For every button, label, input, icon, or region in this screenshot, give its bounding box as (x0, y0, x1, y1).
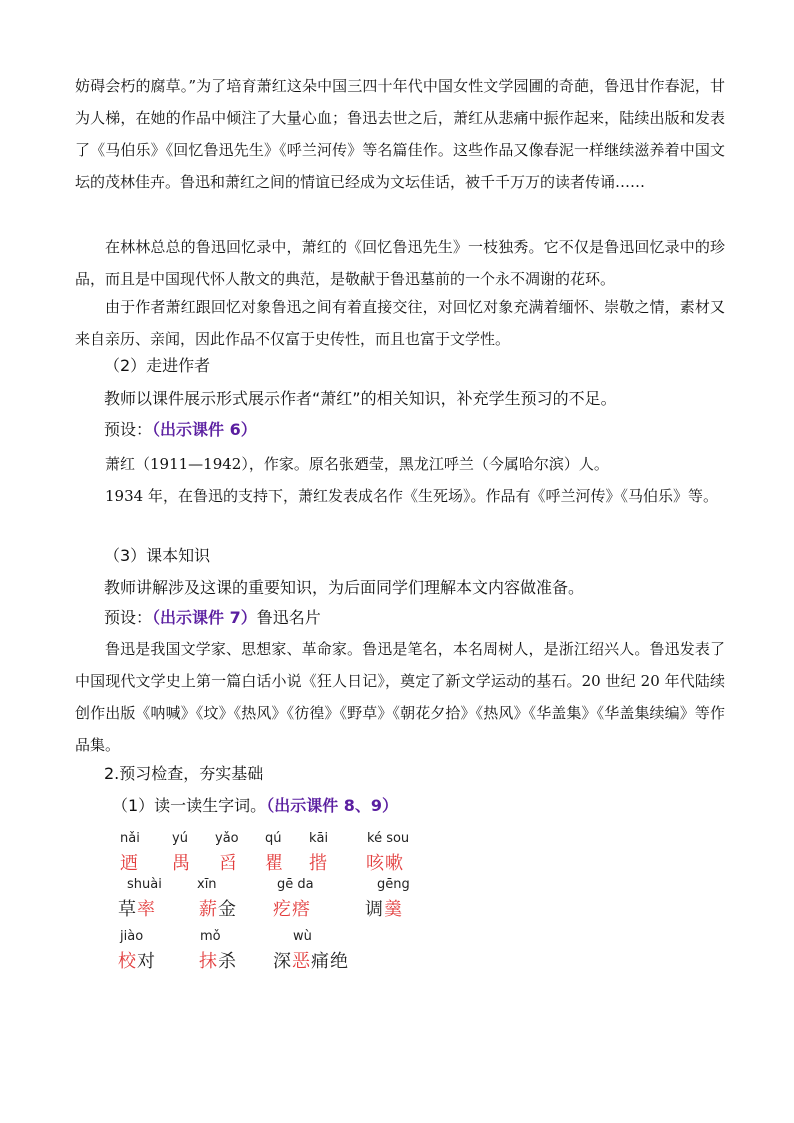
vocab-word: 迺 (120, 853, 139, 874)
vocab-word: 薪金 (199, 899, 237, 920)
preset-line-7 (104, 605, 321, 631)
vocab-pinyin: wù (293, 929, 312, 944)
heading-author: （2）走进作者 (104, 356, 211, 375)
heading-preview-check: 2.预习检查，夯实基础 (104, 764, 264, 783)
paragraph-memoir: 在林林总总的鲁迅回忆录中，萧红的《回忆鲁迅先生》一枝独秀。它不仅是鲁迅回忆录中的珍品，而且是中国现代怀人散文的典范，是敬献于鲁迅墓前的一个永不凋谢的花环。 (75, 238, 725, 288)
vocab-word: 草率 (118, 899, 156, 920)
vocab-pinyin: ké sou (367, 831, 410, 846)
paragraph-intro: 妨碍会朽的腐草。”为了培育萧红这朵中国三四十年代中国女性文学园圃的奇葩，鲁迅甘作春泥，甘为人梯，在她的作品中倾注了大量心血；鲁迅去世之后，萧红从悲痛中振作起来，陆续出版和发表了《马伯乐》《回忆鲁迅先生》《呼兰河传》等名篇佳作。这些作品又像春泥一样继续滋养着中国文坛的茂林佳卉。鲁迅和萧红之间的情谊已经成为文坛佳话，被千千万万的读者传诵…… (75, 77, 725, 191)
vocab-word: 咳嗽 (366, 853, 404, 874)
author-works: 1934 年，在鲁迅的支持下，萧红发表成名作《生死场》。作品有《呼兰河传》《马伯乐》等。 (105, 487, 718, 505)
preset-label: 预设： (104, 608, 153, 627)
vocab-pinyin: yǎo (215, 831, 239, 846)
vocab-pinyin: nǎi (120, 831, 140, 846)
author-bio: 萧红（1911—1942），作家。原名张廼莹，黑龙江呼兰（今属哈尔滨）人。 (105, 455, 609, 473)
vocab-word: 瞿 (265, 853, 284, 874)
vocab-pinyin: shuài (127, 877, 162, 892)
vocab-pinyin: yú (172, 831, 188, 846)
vocab-word: 深恶痛绝 (273, 951, 349, 972)
teacher-instruction-author: 教师以课件展示形式展示作者“萧红”的相关知识，补充学生预习的不足。 (104, 389, 617, 408)
vocab-word: 揩 (309, 853, 328, 874)
preset-7-title: 鲁迅名片 (256, 608, 321, 627)
vocab-pinyin: mǒ (200, 929, 221, 944)
vocab-pinyin: kāi (309, 831, 329, 846)
heading-textbook-knowledge: （3）课本知识 (104, 546, 211, 565)
vocab-word: 舀 (219, 853, 238, 874)
preset-line-6 (104, 417, 257, 443)
vocab-word: 疙瘩 (273, 899, 311, 920)
courseware-ref-7: （出示课件 7） (152, 608, 257, 627)
read-words-label: （1）读一读生字词。 (112, 796, 267, 815)
vocab-pinyin: jiào (120, 929, 144, 944)
vocab-word: 禺 (172, 853, 191, 874)
vocab-word: 抹杀 (199, 951, 237, 972)
vocab-word: 调羹 (365, 899, 403, 920)
luxun-card: 鲁迅是我国文学家、思想家、革命家。鲁迅是笔名，本名周树人，是浙江绍兴人。鲁迅发表了中国现代文学史上第一篇白话小说《狂人日记》，奠定了新文学运动的基石。20 世纪 20 年代陆续创作出版《呐喊》《坟》《热风》《彷徨》《野草》《朝花夕拾》《热风》《华盖集》《华盖集续编》等作品集。 (75, 640, 725, 754)
vocab-word: 校对 (118, 951, 156, 972)
courseware-ref-6: （出示课件 6） (152, 420, 257, 439)
vocab-pinyin: gēng (377, 877, 410, 892)
preset-label: 预设： (104, 420, 153, 439)
vocab-pinyin: qú (265, 831, 282, 846)
courseware-ref-8-9: （出示课件 8、9） (266, 796, 399, 815)
heading-read-words (112, 793, 398, 819)
paragraph-style: 由于作者萧红跟回忆对象鲁迅之间有着直接交往，对回忆对象充满着缅怀、崇敬之情，素材又来自亲历、亲闻，因此作品不仅富于史传性，而且也富于文学性。 (75, 298, 725, 348)
teacher-instruction-knowledge: 教师讲解涉及这课的重要知识，为后面同学们理解本文内容做准备。 (104, 578, 585, 597)
vocab-pinyin: xīn (197, 877, 217, 892)
vocab-pinyin: gē da (277, 877, 314, 892)
